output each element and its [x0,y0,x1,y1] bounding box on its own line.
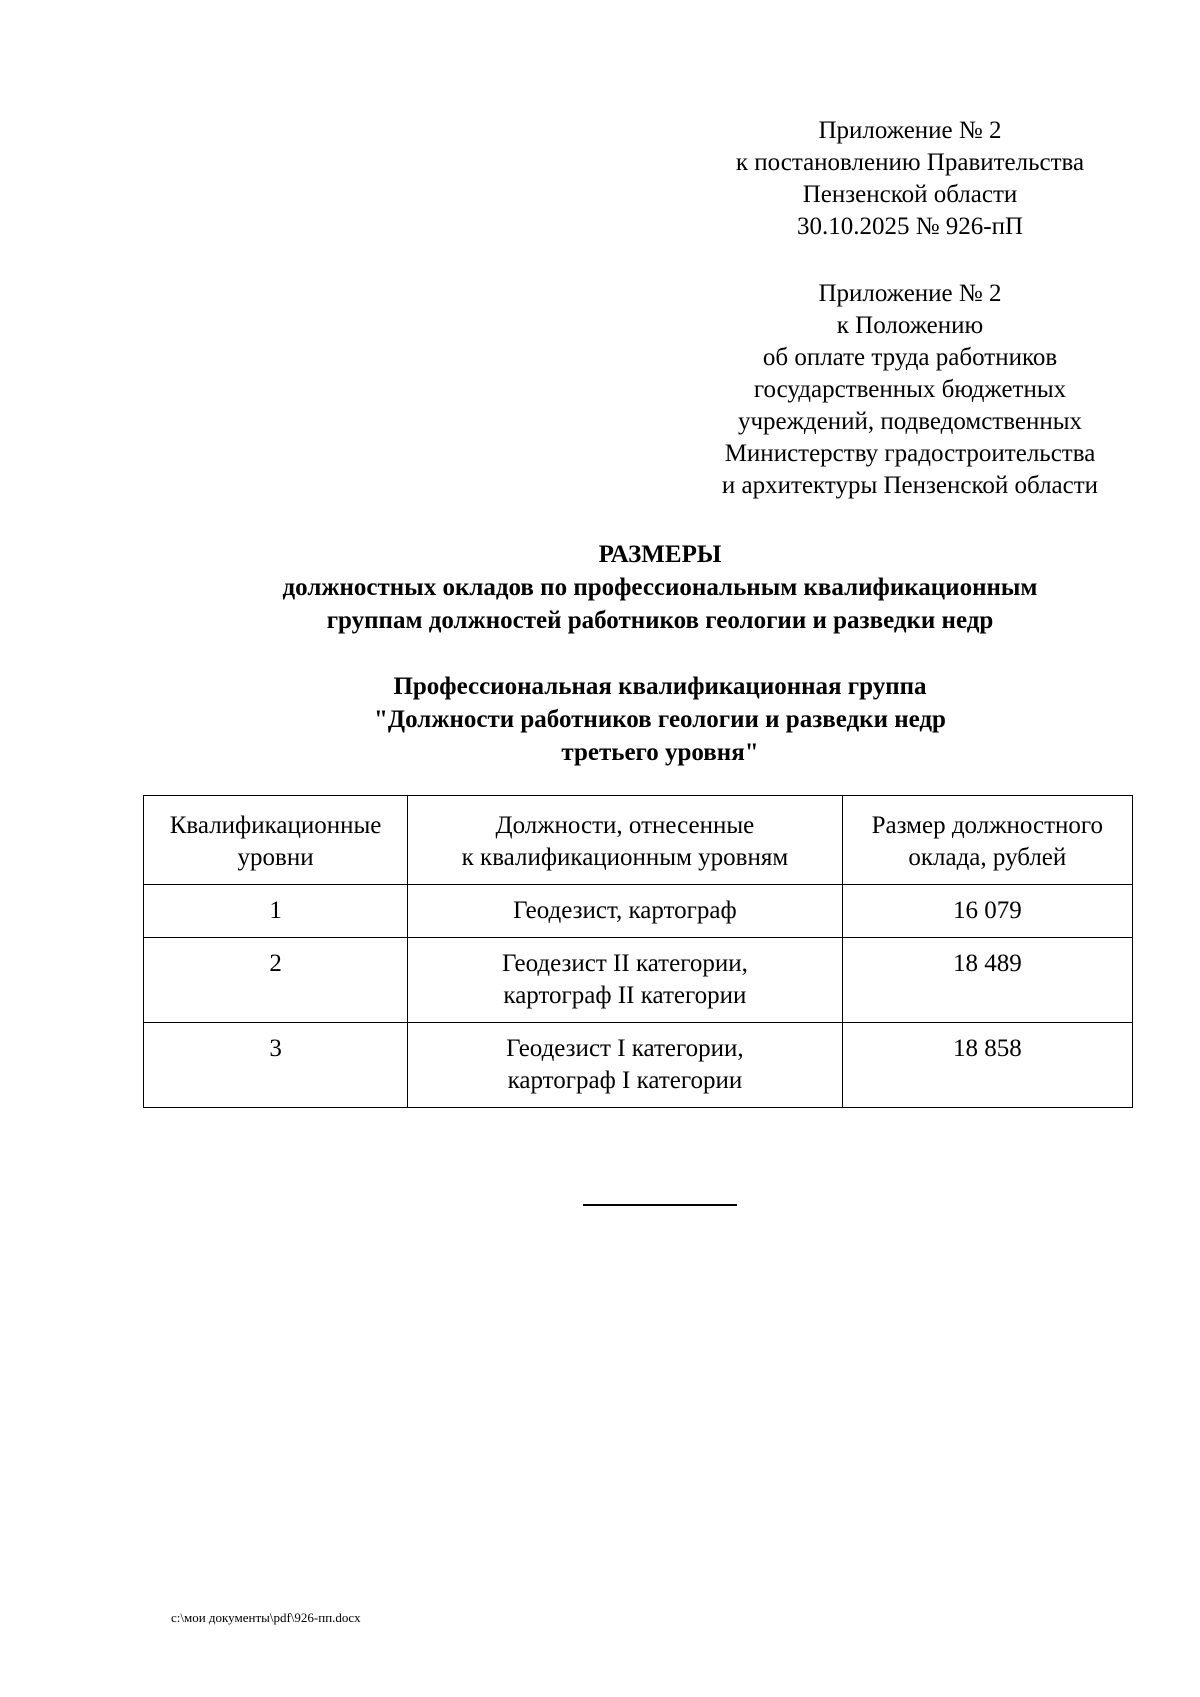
cell-salary: 18 489 [842,938,1132,1023]
cell-level: 3 [144,1023,408,1108]
header-qualification-levels: Квалификационные уровни [144,796,408,885]
group-title-line: третьего уровня" [561,739,759,766]
document-title-line: группам должностей работников геологии и разведки недр [326,607,994,634]
appendix-to-regulation: к Положению [836,312,984,339]
qualification-group-title [130,670,1190,769]
appendix-reference-regulation [650,278,1170,502]
table-row [144,1023,1133,1108]
group-title-line: "Должности работников геологии и разведки недр [374,706,946,733]
header-salary: Размер должностного оклада, рублей [842,796,1132,885]
appendix-number: Приложение № 2 [818,280,1002,307]
regulation-line: учреждений, подведомственных [737,408,1083,435]
cell-level: 1 [144,885,408,938]
table-header-row [144,796,1133,885]
document-title [130,538,1190,637]
cell-position: Геодезист I категории, картограф I категории [408,1023,843,1108]
regulation-line: и архитектуры Пензенской области [721,472,1099,499]
appendix-to-resolution: к постановлению Правительства [735,149,1085,176]
header-positions: Должности, отнесенные к квалификационным уровням [408,796,843,885]
cell-position: Геодезист, картограф [408,885,843,938]
table-row [144,885,1133,938]
end-divider-line [583,1204,737,1206]
regulation-line: об оплате труда работников [762,344,1058,371]
appendix-number: Приложение № 2 [818,117,1002,144]
footer-file-path: c:\мои документы\pdf\926-пп.docx [171,1610,361,1625]
group-title-line: Профессиональная квалификационная группа [393,673,927,700]
cell-salary: 16 079 [842,885,1132,938]
document-title-heading: РАЗМЕРЫ [598,541,722,568]
appendix-reference-resolution [650,115,1170,243]
table-row [144,938,1133,1023]
cell-salary: 18 858 [842,1023,1132,1108]
cell-level: 2 [144,938,408,1023]
document-title-line: должностных окладов по профессиональным квалификационным [282,574,1038,601]
salary-table [143,795,1133,1108]
appendix-region: Пензенской области [802,181,1018,208]
resolution-date-number: 30.10.2025 № 926-пП [796,213,1024,240]
regulation-line: государственных бюджетных [753,376,1067,403]
regulation-line: Министерству градостроительства [724,440,1096,467]
cell-position: Геодезист II категории, картограф II категории [408,938,843,1023]
